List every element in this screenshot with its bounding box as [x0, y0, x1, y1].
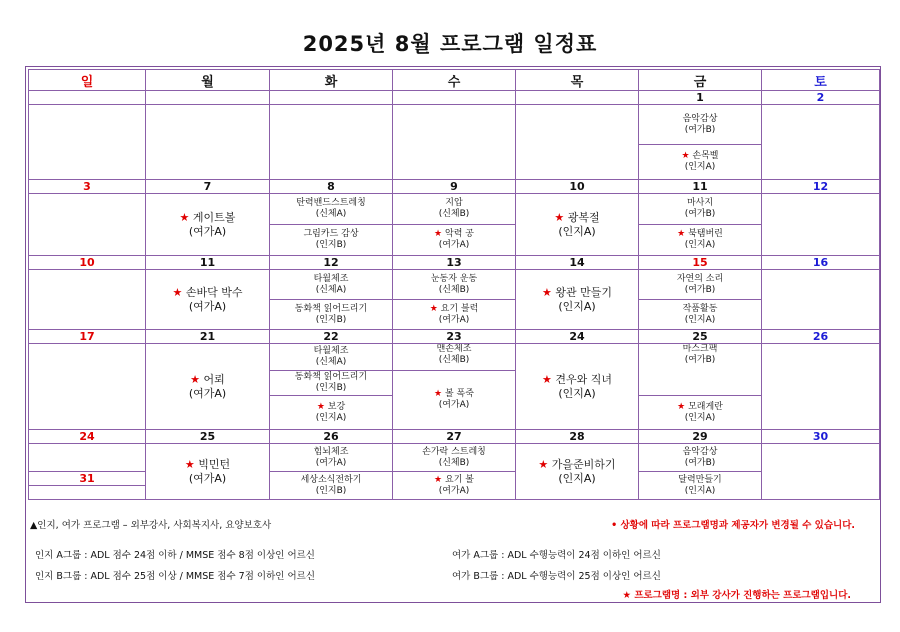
star-icon: ★ — [434, 229, 443, 239]
program-group: (신체B) — [438, 355, 470, 365]
day-cell — [762, 194, 880, 256]
program-group: (인지B) — [315, 383, 347, 393]
program-name: 손바닥 박수 — [185, 285, 243, 299]
date-number — [146, 91, 270, 105]
date-number: 11 — [639, 180, 762, 194]
program-group: (신체A) — [315, 209, 347, 219]
day-cell — [270, 105, 393, 180]
star-icon: ★ — [538, 457, 549, 471]
star-icon: ★ — [434, 389, 443, 399]
star-icon: ★ — [434, 474, 443, 485]
program-name: 마사지 — [686, 198, 714, 208]
weekday-fri: 금 — [639, 70, 762, 91]
date-number: 8 — [270, 180, 393, 194]
program-cell — [639, 145, 762, 180]
program-group: (신체A) — [315, 357, 347, 367]
date-number: 27 — [393, 430, 516, 444]
date-number: 28 — [516, 430, 639, 444]
date-number: 2 — [762, 91, 880, 105]
program-name: 광복절 — [567, 210, 600, 224]
program-cell — [393, 344, 516, 371]
date-number: 1 — [639, 91, 762, 105]
program-cell — [146, 270, 270, 330]
program-name: 세상소식전하기 — [300, 474, 362, 485]
date-number: 25 — [639, 330, 762, 344]
date-number — [516, 91, 639, 105]
star-icon: ★ — [172, 285, 183, 299]
program-group: (여가B) — [684, 124, 716, 135]
date-number: 13 — [393, 256, 516, 270]
star-icon: ★ — [316, 401, 325, 412]
program-group: (인지B) — [315, 240, 347, 250]
date-number — [393, 91, 516, 105]
program-cell — [270, 472, 393, 500]
date-row — [29, 430, 880, 444]
day-cell — [29, 444, 146, 472]
program-name: 손목벨 — [692, 151, 719, 161]
legend — [28, 511, 879, 601]
program-name: 모래게란 — [688, 401, 723, 412]
date-row — [29, 91, 880, 105]
program-cell — [393, 225, 516, 256]
legend-leisure-b: 여가 B그룹 : ADL 수행능력이 25점 이상인 어르신 — [452, 571, 661, 582]
program-group: (인지A) — [558, 224, 596, 238]
program-group: (여가A) — [438, 485, 470, 496]
program-group: (인지A) — [684, 314, 716, 325]
day-cell — [762, 344, 880, 430]
legend-leisure-a: 여가 A그룹 : ADL 수행능력이 24점 이하인 어르신 — [452, 550, 661, 561]
star-icon: ★ — [184, 457, 195, 471]
date-row — [29, 330, 880, 344]
program-name: 타월체조 — [313, 346, 349, 356]
date-row — [29, 180, 880, 194]
date-number: 31 — [29, 472, 146, 486]
star-icon: ★ — [429, 303, 438, 314]
program-name: 가을준비하기 — [551, 457, 616, 471]
program-cell — [639, 105, 762, 145]
weekday-wed: 수 — [393, 70, 516, 91]
program-name: 힘뇌체조 — [313, 446, 349, 457]
program-group: (인지A) — [684, 485, 716, 496]
legend-cognitive-a: 인지 A그룹 : ADL 점수 24점 이하 / MMSE 점수 8점 이상인 어르신 — [35, 550, 315, 561]
program-name: 악력 공 — [445, 229, 474, 239]
date-number — [29, 91, 146, 105]
weekday-sat: 토 — [762, 70, 880, 91]
date-number: 24 — [29, 430, 146, 444]
legend-staff-note: ▲인지, 여가 프로그램 – 외부강사, 사회복지사, 요양보호사 — [30, 520, 272, 531]
date-number: 26 — [762, 330, 880, 344]
program-cell — [639, 396, 762, 430]
date-number — [270, 91, 393, 105]
day-cell — [29, 105, 146, 180]
program-cell — [393, 300, 516, 330]
program-group: (인지A) — [558, 299, 596, 313]
legend-star-footer: ★ 프로그램명 : 외부 강사가 진행하는 프로그램입니다. — [622, 590, 851, 601]
date-number: 23 — [393, 330, 516, 344]
program-group: (신체B) — [438, 209, 470, 219]
program-name: 어뢰 — [203, 372, 225, 386]
weekday-tue: 화 — [270, 70, 393, 91]
program-name: 보강 — [327, 401, 346, 412]
star-icon: ★ — [541, 372, 552, 386]
program-name: 마스크팩 — [682, 344, 718, 354]
date-number: 16 — [762, 256, 880, 270]
program-group: (인지A) — [684, 162, 716, 172]
program-group: (신체B) — [438, 457, 470, 468]
day-cell — [29, 486, 146, 500]
program-cell — [639, 194, 762, 225]
date-number: 21 — [146, 330, 270, 344]
date-number: 30 — [762, 430, 880, 444]
program-group: (여가A) — [188, 299, 227, 313]
day-cell — [762, 105, 880, 180]
program-group: (신체A) — [315, 284, 347, 295]
program-cell — [270, 270, 393, 300]
program-name: 자연의 소리 — [676, 273, 724, 284]
date-number: 29 — [639, 430, 762, 444]
program-name: 북탬버린 — [688, 229, 723, 239]
program-group: (인지A) — [684, 240, 716, 250]
program-group: (여가A) — [438, 240, 470, 250]
star-icon: ★ — [541, 285, 552, 299]
star-icon: ★ — [677, 401, 686, 412]
program-name: 동화책 읽어드리기 — [294, 303, 368, 314]
program-cell — [146, 344, 270, 430]
program-name: 그림카드 감상 — [303, 229, 359, 239]
program-name: 타월체조 — [313, 273, 349, 284]
program-cell — [146, 194, 270, 256]
program-cell — [270, 194, 393, 225]
program-name: 탄력밴드스트레칭 — [296, 198, 366, 208]
day-cell — [29, 344, 146, 430]
program-name: 음악감상 — [682, 446, 718, 457]
day-cell — [29, 270, 146, 330]
program-group: (여가A) — [188, 386, 227, 400]
day-cell — [146, 105, 270, 180]
program-group: (인지A) — [684, 412, 716, 423]
date-row — [29, 256, 880, 270]
program-cell — [516, 270, 639, 330]
program-cell — [639, 225, 762, 256]
weekday-header-row — [29, 70, 880, 91]
program-cell — [639, 444, 762, 472]
program-cell — [146, 444, 270, 500]
program-name: 손가락 스트레칭 — [422, 446, 486, 457]
calendar-table — [28, 69, 880, 500]
program-name: 지압 — [445, 198, 463, 208]
program-group: (인지A) — [315, 412, 347, 423]
program-cell — [516, 344, 639, 430]
program-cell — [639, 300, 762, 330]
program-cell — [270, 344, 393, 371]
program-cell — [393, 444, 516, 472]
program-group: (여가A) — [188, 471, 227, 485]
date-number: 26 — [270, 430, 393, 444]
program-cell — [516, 444, 639, 500]
program-group: (여가B) — [684, 284, 716, 295]
star-icon: ★ — [677, 229, 686, 239]
date-number: 14 — [516, 256, 639, 270]
day-cell — [762, 270, 880, 330]
program-cell — [270, 444, 393, 472]
program-cell — [516, 194, 639, 256]
date-number: 9 — [393, 180, 516, 194]
program-cell — [270, 371, 393, 396]
program-cell — [639, 344, 762, 396]
weekday-mon: 월 — [146, 70, 270, 91]
program-name: 왕관 만들기 — [555, 285, 612, 299]
program-name: 견우와 직녀 — [555, 372, 612, 386]
program-group: (여가A) — [315, 457, 347, 468]
star-icon: ★ — [179, 210, 190, 224]
date-number: 12 — [270, 256, 393, 270]
program-name: 빅민턴 — [198, 457, 231, 471]
program-cell — [270, 225, 393, 256]
program-cell — [639, 270, 762, 300]
program-group: (인지B) — [315, 485, 347, 496]
date-number: 25 — [146, 430, 270, 444]
program-group: (인지B) — [315, 314, 347, 325]
program-group: (여가A) — [438, 400, 470, 410]
date-number: 12 — [762, 180, 880, 194]
program-name: 음악감상 — [682, 113, 718, 124]
program-group: (신체B) — [438, 284, 470, 295]
star-icon: ★ — [681, 151, 690, 161]
weekday-thu: 목 — [516, 70, 639, 91]
program-group: (여가B) — [684, 355, 716, 365]
program-cell — [270, 396, 393, 430]
date-number: 22 — [270, 330, 393, 344]
program-cell — [393, 194, 516, 225]
date-number: 11 — [146, 256, 270, 270]
date-number: 10 — [516, 180, 639, 194]
program-name: 맨손체조 — [436, 344, 472, 354]
program-group: (인지A) — [558, 471, 596, 485]
program-name: 요기 블럭 — [440, 303, 479, 314]
legend-change-notice: • 상황에 따라 프로그램명과 제공자가 변경될 수 있습니다. — [611, 520, 855, 531]
program-name: 동화책 읽어드리기 — [294, 372, 368, 382]
program-cell — [639, 472, 762, 500]
date-number: 10 — [29, 256, 146, 270]
program-group: (여가B) — [684, 457, 716, 468]
star-icon: ★ — [554, 210, 565, 224]
day-cell — [516, 105, 639, 180]
program-cell — [393, 472, 516, 500]
program-name: 작품활동 — [682, 303, 718, 314]
day-cell — [393, 105, 516, 180]
date-number: 3 — [29, 180, 146, 194]
page-title: 2025년 8월 프로그램 일정표 — [302, 32, 598, 56]
program-group: (여가B) — [684, 209, 716, 219]
program-name: 볼 폭죽 — [445, 389, 474, 399]
program-name: 게이트볼 — [192, 210, 236, 224]
date-number: 24 — [516, 330, 639, 344]
program-cell — [270, 300, 393, 330]
day-cell — [762, 444, 880, 500]
day-cell — [29, 194, 146, 256]
program-name: 달력만들기 — [678, 474, 722, 485]
weekday-sun: 일 — [29, 70, 146, 91]
program-group: (인지A) — [558, 386, 596, 400]
date-number: 15 — [639, 256, 762, 270]
program-cell — [393, 270, 516, 300]
star-icon: ★ — [190, 372, 201, 386]
program-group: (여가A) — [188, 224, 227, 238]
program-cell — [393, 371, 516, 430]
program-name: 요기 볼 — [445, 474, 474, 485]
program-name: 눈동자 운동 — [430, 273, 478, 284]
program-group: (여가A) — [438, 314, 470, 325]
date-number: 7 — [146, 180, 270, 194]
legend-cognitive-b: 인지 B그룹 : ADL 점수 25점 이상 / MMSE 점수 7점 이하인 어르신 — [35, 571, 316, 582]
date-number: 17 — [29, 330, 146, 344]
